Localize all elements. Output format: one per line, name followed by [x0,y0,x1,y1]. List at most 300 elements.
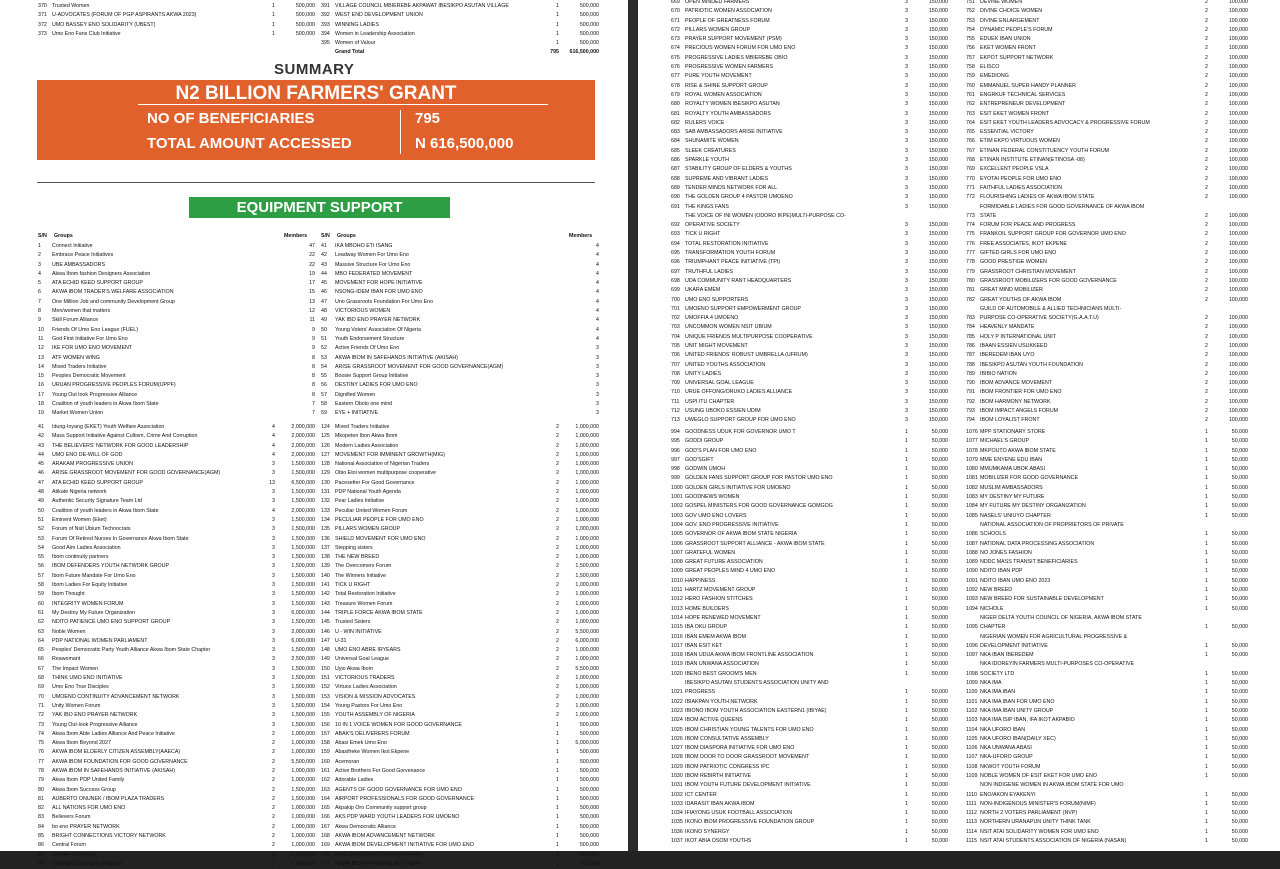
row-group-name: SHUNAMITE WOMEN [685,138,739,145]
table-row [966,493,1248,502]
row-sn: 51 [321,335,327,342]
row-amount: 100,000 [1228,175,1248,182]
row-amount: 50,000 [1231,456,1248,463]
row-group-name: Acemoran [335,758,360,765]
row-sn: 1011 [671,587,683,594]
row-sn: 711 [671,398,680,405]
table-row [671,791,948,800]
row-sn: 1101 [966,698,978,705]
row-sn: 755 [966,36,975,43]
row-amount: 500,000 [579,833,599,840]
table-row [966,314,1248,323]
table-row [38,730,315,739]
table-row [38,391,315,400]
beneficiaries-label: NO OF BENEFICIARIES [147,110,315,127]
table-row [671,63,948,72]
row-group-name: MOBILIZER FOR GOOD GOVERNANCE [980,475,1079,482]
table-row [671,17,948,26]
table-row [321,795,599,804]
table-row [38,270,315,279]
row-amount: 1,000,000 [575,498,599,505]
row-group-name: IBOM DEFENDERS YOUTH NETWORK GROUP [52,563,170,570]
row-members: 2 [556,507,559,514]
row-group-name: ENGRKUF TECHNICAL SERVICES [980,91,1066,98]
table-row [671,398,948,407]
table-row [966,17,1248,26]
row-sn: 86 [38,842,44,849]
row-sn: 678 [671,82,680,89]
col-sn-header: S/N [38,233,47,239]
row-group-name: Mixed Traders Initiative [52,363,107,370]
table-row [321,354,599,363]
row-sn: 149 [321,656,330,663]
row-sn: 1076 [966,429,978,435]
row-amount: 1,500,000 [575,563,599,570]
table-row [38,665,315,674]
table-row [38,683,315,692]
row-amount: 150,000 [928,417,948,424]
row-members: 3 [272,693,275,700]
row-group-name: GRASSROOT SUPPORT ALLIANCE - AKWA IBOM STATE [685,540,825,547]
table-row [671,809,948,818]
table-row [38,786,315,795]
row-members: 47 [309,243,315,249]
row-group-name: ATA ECHID KEED SUPPORT GROUP [52,479,143,486]
row-amount: 50,000 [1231,549,1248,556]
table-row [966,688,1248,697]
row-members: 1 [1205,484,1208,491]
row-amount: 1,500,000 [291,712,315,719]
row-group-name: PEOPLE OF GREATNESS FORUM [685,17,770,24]
row-sn: 1080 [966,466,978,473]
row-sn: 151 [321,675,330,682]
row-sn: 1114 [966,828,977,835]
row-amount: 100,000 [1228,91,1248,98]
row-sn: 1037 [671,838,683,845]
row-group-name: Noble Women [52,628,86,635]
row-sn: 157 [321,730,330,737]
row-members: 1 [1205,689,1208,696]
row-amount: 50,000 [1231,605,1248,612]
row-group-name: UNIVERSAL GOAL LEAGUE [685,380,754,387]
row-members: 3 [272,498,275,505]
table-row [671,230,948,239]
row-sn: 768 [966,157,975,164]
row-sn: 1085 [966,512,978,519]
row-members: 4 [272,424,275,430]
row-group-name: TRIUMPHANT PEACE INITIATIVE (TPI) [685,259,781,266]
row-group-name: EXCELLENT PEOPLE VSLA [980,166,1049,173]
row-amount: 1,500,000 [291,786,315,793]
row-sn: 1013 [671,605,683,612]
row-group-name: AKS PDP WARD YOUTH LEADERS FOR UMOENO [335,814,460,821]
table-row [671,296,948,305]
row-members: 2 [1205,129,1208,136]
row-sn: 81 [38,795,44,802]
table-row [671,549,948,558]
table-row [966,379,1248,388]
row-sn: 1031 [671,782,683,789]
row-sn: 1088 [966,549,978,556]
table-row [321,813,599,822]
row-amount: 50,000 [931,614,948,621]
col-members-header-2: Members [569,233,593,239]
row-amount: 2,000,000 [291,628,315,635]
row-group-name: NORTH 2 VOTERS PARLIAMENT (NVP) [980,810,1078,817]
table-row [38,400,315,409]
row-members: 2 [272,860,275,867]
row-amount: 50,000 [931,810,948,817]
row-members: 3 [905,342,908,349]
row-amount: 1,500,000 [291,498,315,505]
row-amount: 100,000 [1228,333,1248,340]
row-sn: 775 [966,231,975,238]
row-amount: 1,000,000 [575,712,599,719]
table-row [966,651,1248,660]
row-sn: 995 [671,438,680,445]
row-members: 9 [312,326,315,333]
row-sn: 8 [38,308,41,315]
row-members: 3 [272,637,275,644]
table-row [966,828,1248,837]
row-amount: 50,000 [1231,438,1248,445]
table-row [966,286,1248,295]
row-group-name: Uyio Akwa Ibom [335,665,373,672]
table-row [38,335,315,344]
row-sn: 56 [321,382,327,389]
row-sn: 75 [38,740,44,747]
row-group-name: URUAN PROGRESSIVE PEOPLES FORUM(UPPF) [52,382,176,389]
row-group-name: ETIM EKPO VIRTUOUS WOMEN [980,138,1060,145]
row-amount: 50,000 [931,624,948,631]
table-row [966,605,1248,614]
row-amount: 50,000 [931,456,948,463]
row-amount: 50,000 [931,540,948,547]
row-amount: 1,000,000 [291,767,315,774]
row-sn: 705 [671,342,680,349]
row-amount: 1,500,000 [575,572,599,579]
row-amount [1208,203,1248,212]
row-amount: 150,000 [928,157,948,164]
row-members: 3 [905,370,908,377]
table-row [671,147,948,156]
row-sn [966,660,980,669]
row-group-name: NATIONAL ASSOCIATION OF PROPRIETORS OF PRIVATE [980,521,1124,528]
row-group-name: GOLDEN GIRLS INITIATIVE FOR UMOENO [685,484,791,491]
row-group-name: DEVINE WOMEN [980,0,1023,5]
row-members: 3 [905,417,908,424]
row-amount: 500,000 [579,777,599,784]
table-row [321,739,599,748]
row-members: 3 [905,129,908,136]
row-amount: 100,000 [1228,82,1248,89]
row-sn: 76 [38,749,44,756]
row-members: 2 [556,526,559,533]
row-amount: 50,000 [931,503,948,510]
grant-table-right [321,423,599,869]
grant-table-top-left [38,2,315,39]
row-amount: 1,000,000 [575,479,599,486]
row-sn: 782 [966,296,975,303]
row-members: 1 [905,577,908,584]
row-members: 795 [550,49,559,56]
row-group-name: UMOENO SUPPORT EMPOWERMENT GROUP [685,305,801,312]
row-amount: 1,000,000 [575,461,599,468]
table-row [671,407,948,416]
table-row [321,702,599,711]
table-row [966,407,1248,416]
row-group-name: TICK U RIGHT [335,582,371,589]
row-group-name: ATA ECHID KEED SUPPORT GROUP [52,280,143,287]
row-amount: 1,000,000 [575,424,599,430]
row-members: 3 [905,175,908,182]
row-group-name: GOODNESS UDUK FOR GOVERNOR UMO T [685,429,796,435]
row-members: 2 [1205,324,1208,331]
row-group-name: EKET WOMEN FRONT [980,45,1036,52]
table-row [321,270,599,279]
row-amount: 100,000 [1228,315,1248,322]
row-group-name: IBAN UDUA AKWA IBOM FRONTLINE ASSOCIATION [685,652,814,659]
row-members: 2 [1205,138,1208,145]
row-amount: 100,000 [1228,417,1248,424]
row-members: 2 [556,693,559,700]
row-sn: 125 [321,433,330,440]
row-sn: 770 [966,175,975,182]
table-row [321,451,599,460]
row-group-name: UNCOMMON WOMEN NSIT UBIUM [685,324,772,331]
row-sn: 44 [321,270,327,277]
table-row [671,456,948,465]
table-row [671,221,948,230]
row-group-name: THINK UMO ENO INITIATIVE [52,675,123,682]
row-members: 2 [1205,287,1208,294]
row-group-name: SHIELD MOVEMENT FOR UMO ENO [335,535,426,542]
row-members: 1 [1205,559,1208,566]
row-members: 2 [556,516,559,523]
row-group-name: Total Restoration Initiative [335,591,396,598]
row-group-name: The Winners Initiative [335,572,386,579]
table-row [671,735,948,744]
row-amount: 150,000 [928,54,948,61]
row-members: 1 [1205,726,1208,733]
row-group-name: NOBLE WOMEN OF ESIT EKET FOR UMO ENO [980,772,1097,779]
row-sn: 370 [38,3,47,9]
row-members: 2 [1205,352,1208,359]
row-sn: 142 [321,591,330,598]
row-sn [671,679,685,688]
row-sn: 161 [321,767,330,774]
row-amount: 50,000 [931,512,948,519]
table-row [321,748,599,757]
table-row [671,465,948,474]
row-members: 2 [556,451,559,458]
table-row [38,758,315,767]
row-group-name: PECULIAR PEOPLE FOR UMO ENO [335,516,424,523]
row-amount: 1,500,000 [291,535,315,542]
row-sn: 691 [671,203,680,210]
table-row [671,193,948,202]
row-sn: 781 [966,287,975,294]
row-group-name: GOD'S PLAN FOR UMO ENO [685,447,757,454]
row-sn: 144 [321,609,330,616]
banner-title: N2 BILLION FARMERS' GRANT [175,83,457,104]
row-group-name: NIGERIAN WOMEN FOR AGRICULTURAL PROGRESSIVE & [980,633,1128,640]
row-amount: 1,000,000 [575,656,599,663]
row-amount: 150,000 [928,147,948,154]
table-row [38,488,315,497]
row-sn: 17 [38,391,44,398]
row-amount: 150,000 [928,342,948,349]
row-group-name: Pear Ladies Initiative [335,498,385,505]
table-row [671,744,948,753]
row-sn: 1005 [671,531,683,538]
table-row [966,447,1248,456]
row-members: 3 [905,268,908,275]
table-row [966,586,1248,595]
row-amount [1208,660,1248,669]
row-group-name: ALL NATIONS FOR UMO ENO [52,805,126,812]
row-sn: 707 [671,361,680,368]
row-group-name: IBAAN ESSIEN USUKKEED [980,342,1048,349]
row-amount: 150,000 [928,0,948,5]
row-sn: 41 [38,424,44,430]
row-sn: 47 [38,479,44,486]
row-amount [1208,633,1248,642]
row-amount: 50,000 [931,782,948,789]
row-sn: 169 [321,842,330,849]
row-members: 3 [905,157,908,164]
row-amount: 1,000,000 [575,684,599,691]
row-members: 2 [1205,389,1208,396]
table-row [671,828,948,837]
row-amount: 50,000 [931,652,948,659]
row-amount: 100,000 [1228,101,1248,108]
row-members: 3 [905,240,908,247]
row-group-name: TENDER MINDS NETWORK FOR ALL [685,184,778,191]
row-members: 3 [905,194,908,201]
row-amount: 50,000 [931,559,948,566]
table-row [321,30,599,39]
table-row [38,516,315,525]
table-row [671,633,948,642]
grant-table-p2-b [966,0,1248,426]
row-sn: 1024 [671,717,683,724]
table-row [671,314,948,323]
row-members: 3 [272,675,275,682]
row-amount: 1,000,000 [575,470,599,477]
row-members: 22 [309,261,315,268]
row-group-name: Obio Etoi women multipurpose cooperative [335,470,436,477]
row-group-name: EYOTAI PEOPLE FOR UMO ENO [980,175,1062,182]
row-amount: 50,000 [1231,642,1248,649]
table-row [38,618,315,627]
row-members [1192,521,1208,530]
table-row [38,674,315,683]
row-sn: 51 [38,516,44,523]
row-amount: 1,500,000 [291,516,315,523]
row-sn: 763 [966,110,975,117]
table-row [671,156,948,165]
row-amount: 50,000 [931,689,948,696]
row-members: 1 [1205,791,1208,798]
row-group-name: UWEGLO SUPPORT GROUP FOR UMO ENO [685,417,796,424]
row-group-name: YOUTH ASSEMBLY OF NIGERIA [335,712,415,719]
table-row [671,698,948,707]
row-amount: 616,500,000 [569,49,599,56]
row-amount: 5,000,000 [575,740,599,747]
row-amount: 50,000 [1231,726,1248,733]
row-group-name: AIRPORT PROFESSIONALS FOR GOOD GOVERNANCE [335,795,475,802]
row-amount: 50,000 [1231,466,1248,473]
row-sn: 128 [321,461,330,468]
row-sn: 1086 [966,531,978,538]
row-sn: 780 [966,277,975,284]
table-row [321,400,599,409]
row-amount: 50,000 [931,838,948,845]
table-row [38,2,315,11]
row-sn: 1029 [671,763,683,770]
row-group-name: NORTHERN URANAPUN UNITY THINK TANK [980,819,1091,826]
row-amount: 50,000 [931,531,948,538]
row-amount: 1,500,000 [291,600,315,607]
row-sn: 394 [321,30,330,37]
table-row [671,512,948,521]
row-amount: 150,000 [928,408,948,415]
table-row [38,326,315,335]
table-row [671,763,948,772]
row-sn: 1082 [966,484,978,491]
row-sn: 164 [321,795,330,802]
row-group-name: Young Pastors For Umo Eno [335,702,403,709]
row-group-name: IBAN EMEM AKWA IBOM [685,633,747,640]
row-amount: 100,000 [1228,380,1248,387]
row-members: 3 [905,64,908,71]
row-members: 1 [905,819,908,826]
row-members: 3 [905,110,908,117]
row-members: 2 [556,637,559,644]
row-amount: 1,500,000 [291,684,315,691]
row-members: 2 [1205,101,1208,108]
table-row [966,398,1248,407]
row-group-name: PATRIOTIC WOMEN ASSOCIATION [685,8,772,15]
row-group-name: Authentic Security Signature Team Ltd [52,498,143,505]
row-amount: 50,000 [931,800,948,807]
row-sn: 55 [321,373,327,380]
row-group-name: GOD'SGIFT [685,456,714,463]
row-sn: 153 [321,693,330,700]
row-amount: 6,500,000 [291,479,315,486]
row-group-name: ARISE GRASSROOT MOVEMENT FOR GOOD GOVERNANCE(AGM) [335,363,504,370]
row-members: 7 [312,410,315,417]
row-sn: 391 [321,3,330,9]
row-sn: 686 [671,157,680,164]
table-row [671,521,948,530]
amount-value: N 616,500,000 [415,135,514,152]
table-row [966,698,1248,707]
row-members: 8 [312,363,315,370]
row-members: 4 [272,433,275,440]
table-row [38,823,315,832]
row-amount: 50,000 [931,596,948,603]
row-amount: 150,000 [928,305,948,312]
row-members: 3 [905,333,908,340]
table-row [321,535,599,544]
row-sn: 46 [38,470,44,477]
row-members: 2 [1205,212,1208,219]
grant-table-left [38,423,315,869]
row-amount: 100,000 [1228,157,1248,164]
row-sn: 60 [38,600,44,607]
